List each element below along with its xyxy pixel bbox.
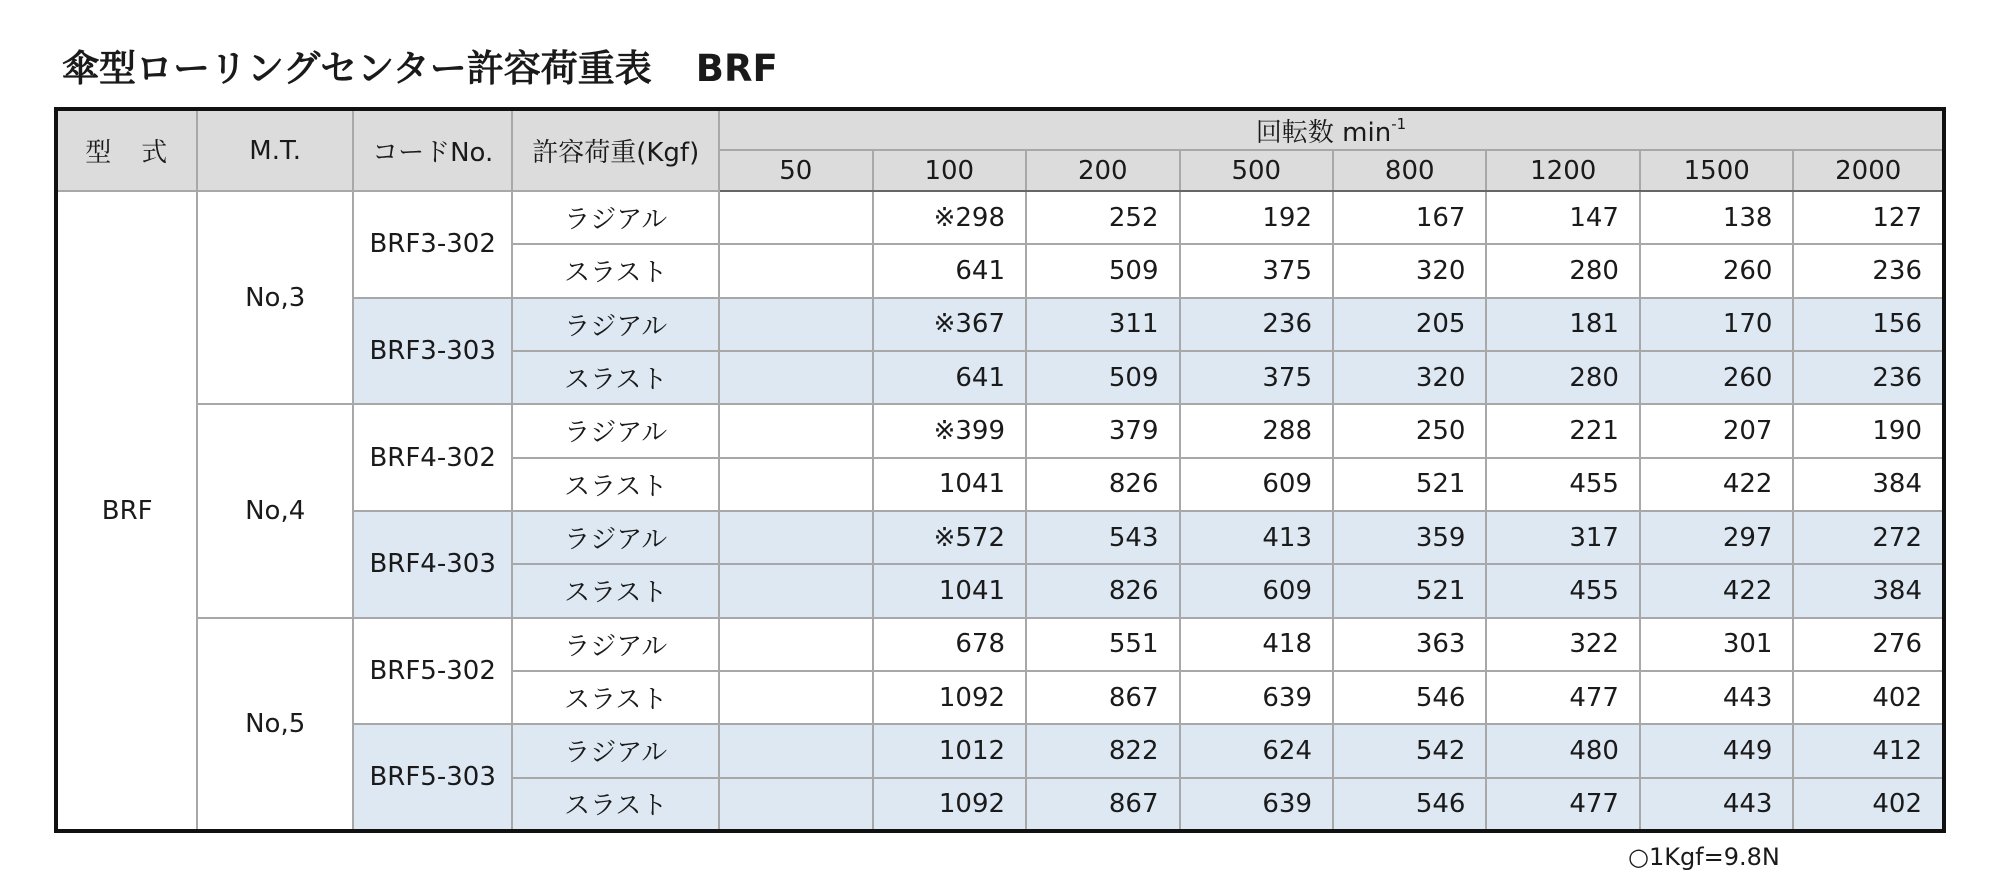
value-cell: ※399 [873, 404, 1026, 457]
code-cell: BRF3-302 [353, 191, 513, 298]
value-cell: 678 [873, 618, 1026, 671]
value-cell: 384 [1793, 564, 1944, 617]
header-load: 許容荷重(Kgf) [512, 109, 719, 191]
header-row-top [56, 109, 1944, 150]
load-type-cell: スラスト [512, 778, 719, 831]
value-cell: 477 [1486, 778, 1639, 831]
load-type-cell: スラスト [512, 351, 719, 404]
value-cell: 455 [1486, 458, 1639, 511]
value-cell [719, 244, 872, 297]
load-type-cell: スラスト [512, 458, 719, 511]
header-rpm [719, 109, 1944, 150]
load-type-cell: スラスト [512, 671, 719, 724]
value-cell [719, 724, 872, 777]
value-cell: 455 [1486, 564, 1639, 617]
value-cell: 521 [1333, 564, 1486, 617]
value-cell: 443 [1640, 671, 1793, 724]
unit-footnote: ○1Kgf=9.8N [1628, 843, 1780, 871]
value-cell: 477 [1486, 671, 1639, 724]
value-cell [719, 191, 872, 244]
title-text: 傘型ローリングセンター許容荷重表 [62, 47, 652, 90]
value-cell: 867 [1026, 671, 1179, 724]
title-code: BRF [695, 47, 778, 90]
header-code: コードNo. [353, 109, 513, 191]
value-cell: 317 [1486, 511, 1639, 564]
header-speed: 500 [1180, 150, 1333, 191]
value-cell: 280 [1486, 244, 1639, 297]
value-cell: 641 [873, 244, 1026, 297]
value-cell: 250 [1333, 404, 1486, 457]
value-cell: 236 [1793, 244, 1944, 297]
value-cell [719, 458, 872, 511]
value-cell: 413 [1180, 511, 1333, 564]
value-cell: 1041 [873, 458, 1026, 511]
value-cell: 375 [1180, 351, 1333, 404]
mt-cell: No,5 [197, 618, 352, 831]
load-type-cell: スラスト [512, 244, 719, 297]
value-cell: 509 [1026, 351, 1179, 404]
value-cell: 822 [1026, 724, 1179, 777]
value-cell: 641 [873, 351, 1026, 404]
value-cell: 379 [1026, 404, 1179, 457]
value-cell: 320 [1333, 351, 1486, 404]
value-cell: 363 [1333, 618, 1486, 671]
value-cell: 449 [1640, 724, 1793, 777]
value-cell: ※367 [873, 298, 1026, 351]
value-cell: 375 [1180, 244, 1333, 297]
value-cell [719, 404, 872, 457]
value-cell: 422 [1640, 564, 1793, 617]
value-cell [719, 511, 872, 564]
mt-cell: No,3 [197, 191, 352, 404]
value-cell: ※572 [873, 511, 1026, 564]
value-cell: ※298 [873, 191, 1026, 244]
value-cell: 322 [1486, 618, 1639, 671]
value-cell: 311 [1026, 298, 1179, 351]
value-cell: 826 [1026, 564, 1179, 617]
code-cell: BRF5-303 [353, 724, 513, 831]
header-speed: 2000 [1793, 150, 1944, 191]
value-cell: 609 [1180, 564, 1333, 617]
load-type-cell: ラジアル [512, 404, 719, 457]
value-cell: 639 [1180, 778, 1333, 831]
value-cell: 252 [1026, 191, 1179, 244]
value-cell: 480 [1486, 724, 1639, 777]
value-cell: 147 [1486, 191, 1639, 244]
value-cell: 1041 [873, 564, 1026, 617]
header-rpm-label: 回転数 min [1255, 117, 1392, 148]
value-cell: 260 [1640, 351, 1793, 404]
value-cell: 190 [1793, 404, 1944, 457]
value-cell: 280 [1486, 351, 1639, 404]
value-cell [719, 351, 872, 404]
load-type-cell: ラジアル [512, 298, 719, 351]
value-cell: 546 [1333, 671, 1486, 724]
header-speed: 100 [873, 150, 1026, 191]
value-cell [719, 778, 872, 831]
code-cell: BRF4-302 [353, 404, 513, 511]
value-cell: 272 [1793, 511, 1944, 564]
header-speed: 1200 [1486, 150, 1639, 191]
value-cell: 509 [1026, 244, 1179, 297]
value-cell: 1092 [873, 778, 1026, 831]
value-cell: 181 [1486, 298, 1639, 351]
value-cell: 867 [1026, 778, 1179, 831]
header-model: 型 式 [56, 109, 197, 191]
value-cell: 156 [1793, 298, 1944, 351]
value-cell: 402 [1793, 671, 1944, 724]
page-title [62, 38, 778, 92]
load-type-cell: ラジアル [512, 511, 719, 564]
model-cell: BRF [56, 191, 197, 831]
value-cell: 521 [1333, 458, 1486, 511]
value-cell: 320 [1333, 244, 1486, 297]
value-cell: 192 [1180, 191, 1333, 244]
header-speed: 800 [1333, 150, 1486, 191]
value-cell [719, 671, 872, 724]
value-cell [719, 298, 872, 351]
value-cell: 639 [1180, 671, 1333, 724]
value-cell: 422 [1640, 458, 1793, 511]
value-cell: 542 [1333, 724, 1486, 777]
header-speed: 200 [1026, 150, 1179, 191]
value-cell: 418 [1180, 618, 1333, 671]
load-type-cell: スラスト [512, 564, 719, 617]
value-cell: 167 [1333, 191, 1486, 244]
table-body [56, 191, 1944, 831]
header-rpm-exponent: -1 [1391, 114, 1407, 133]
mt-cell: No,4 [197, 404, 352, 617]
load-type-cell: ラジアル [512, 724, 719, 777]
value-cell: 609 [1180, 458, 1333, 511]
value-cell: 236 [1793, 351, 1944, 404]
value-cell: 546 [1333, 778, 1486, 831]
value-cell: 288 [1180, 404, 1333, 457]
value-cell: 359 [1333, 511, 1486, 564]
load-table [54, 107, 1946, 833]
value-cell: 138 [1640, 191, 1793, 244]
header-mt: M.T. [197, 109, 352, 191]
value-cell: 205 [1333, 298, 1486, 351]
value-cell: 826 [1026, 458, 1179, 511]
value-cell: 276 [1793, 618, 1944, 671]
value-cell [719, 618, 872, 671]
table-row [56, 404, 1944, 457]
load-type-cell: ラジアル [512, 191, 719, 244]
code-cell: BRF4-303 [353, 511, 513, 618]
value-cell: 551 [1026, 618, 1179, 671]
value-cell: 624 [1180, 724, 1333, 777]
load-type-cell: ラジアル [512, 618, 719, 671]
table-row [56, 618, 1944, 671]
value-cell: 412 [1793, 724, 1944, 777]
header-speed: 50 [719, 150, 872, 191]
table-row [56, 191, 1944, 244]
value-cell: 260 [1640, 244, 1793, 297]
value-cell: 207 [1640, 404, 1793, 457]
value-cell: 384 [1793, 458, 1944, 511]
value-cell: 301 [1640, 618, 1793, 671]
code-cell: BRF3-303 [353, 298, 513, 405]
value-cell: 402 [1793, 778, 1944, 831]
value-cell: 443 [1640, 778, 1793, 831]
value-cell: 236 [1180, 298, 1333, 351]
header-speed: 1500 [1640, 150, 1793, 191]
value-cell: 170 [1640, 298, 1793, 351]
value-cell: 1012 [873, 724, 1026, 777]
value-cell: 127 [1793, 191, 1944, 244]
value-cell [719, 564, 872, 617]
value-cell: 221 [1486, 404, 1639, 457]
value-cell: 1092 [873, 671, 1026, 724]
value-cell: 297 [1640, 511, 1793, 564]
value-cell: 543 [1026, 511, 1179, 564]
code-cell: BRF5-302 [353, 618, 513, 725]
